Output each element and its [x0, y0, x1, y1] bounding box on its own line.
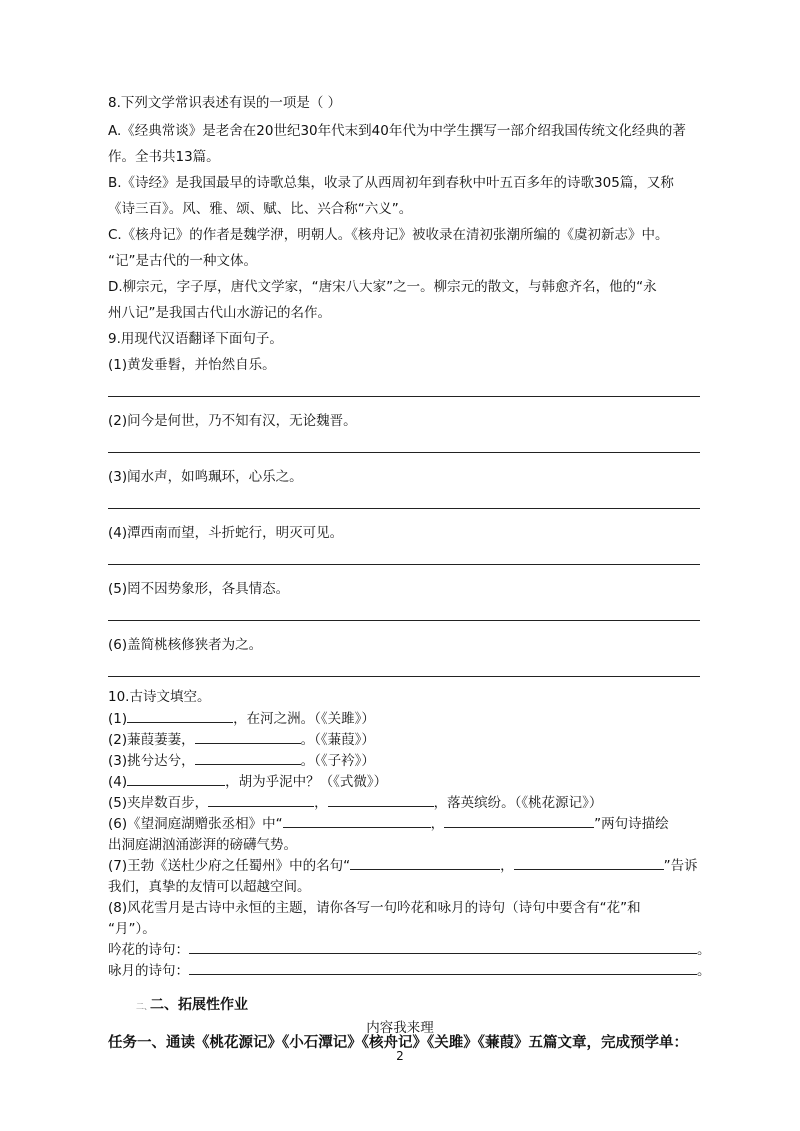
q10-item-5 — [108, 794, 602, 812]
q10-item-6-blank-1[interactable] — [283, 815, 431, 828]
q8-option-c-line2: “记”是古代的一种文体。 — [108, 253, 257, 269]
q10-item-3-post: 。（《子衿》） — [300, 753, 375, 769]
q10-item-5-post: ，落英缤纷。（《桃花源记》） — [433, 795, 603, 811]
q10-item-3-blank[interactable] — [195, 752, 301, 765]
flower-end-mark: 。 — [697, 942, 711, 958]
q9-answer-line-5[interactable] — [108, 620, 700, 621]
q10-item-4-post: ，胡为乎泥中？（《式微》） — [225, 774, 388, 790]
flower-poem-label: 吟花的诗句： — [108, 942, 189, 958]
q10-item-2-pre: (2)蒹葭萋萋， — [108, 732, 195, 748]
q8-option-d-line1: D.柳宗元，字子厚，唐代文学家，“唐宋八大家”之一。柳宗元的散文，与韩愈齐名，他的“永 — [108, 279, 657, 295]
q10-stem: 10.古诗文填空。 — [108, 689, 211, 705]
q9-item-6: (6)盖简桃核修狭者为之。 — [108, 637, 263, 653]
q10-item-6-mid: ， — [430, 816, 445, 832]
q10-item-1-blank[interactable] — [127, 710, 233, 723]
q9-answer-line-3[interactable] — [108, 508, 700, 509]
page-number: 2 — [396, 1049, 404, 1063]
q9-item-4: (4)潭西南而望，斗折蛇行，明灭可见。 — [108, 525, 344, 541]
moon-poem-label: 咏月的诗句： — [108, 963, 189, 979]
q9-item-2: (2)问今是何世，乃不知有汉，无论魏晋。 — [108, 413, 357, 429]
q8-option-a-line1: A.《经典常谈》是老舍在20世纪30年代末到40年代为中学生撰写一部介绍我国传统文化经典的著 — [108, 123, 686, 139]
section-title: 二、拓展性作业 — [150, 997, 248, 1013]
q10-moon-row — [108, 962, 711, 980]
q10-item-7-blank-2[interactable] — [514, 857, 664, 870]
section-marker: 二、 — [136, 1002, 152, 1011]
q8-option-d-line2: 州八记”是我国古代山水游记的名作。 — [108, 305, 331, 321]
q10-item-7-line2: 我们，真挚的友情可以超越空间。 — [108, 879, 311, 895]
q10-item-4-blank[interactable] — [127, 773, 225, 786]
q10-item-2-post: 。（《蒹葭》） — [300, 732, 375, 748]
q10-item-4-pre: (4) — [108, 774, 128, 790]
q9-stem: 9.用现代汉语翻译下面句子。 — [108, 331, 283, 347]
q9-item-3: (3)闻水声，如鸣珮环，心乐之。 — [108, 469, 303, 485]
q10-item-7 — [108, 857, 698, 875]
q10-item-8-line2: “月”）。 — [108, 921, 156, 937]
q9-item-5: (5)罔不因势象形，各具情态。 — [108, 581, 290, 597]
q10-item-5-blank-1[interactable] — [208, 794, 314, 807]
q10-item-1-pre: (1) — [108, 711, 128, 727]
q10-item-4 — [108, 773, 387, 791]
q9-answer-line-1[interactable] — [108, 396, 700, 397]
q10-item-2 — [108, 731, 375, 749]
q10-item-1 — [108, 710, 375, 728]
q10-item-1-post: ，在河之洲。（《关雎》） — [233, 711, 375, 727]
q9-answer-line-6[interactable] — [108, 676, 700, 677]
q10-item-2-blank[interactable] — [195, 731, 301, 744]
flower-poem-blank[interactable] — [189, 941, 697, 954]
q10-item-6-blank-2[interactable] — [444, 815, 594, 828]
moon-poem-blank[interactable] — [189, 962, 697, 975]
q9-item-1: (1)黄发垂髫，并怡然自乐。 — [108, 357, 276, 373]
q10-item-5-pre: (5)夹岸数百步， — [108, 795, 209, 811]
q8-option-b-line1: B.《诗经》是我国最早的诗歌总集，收录了从西周初年到春秋中叶五百多年的诗歌305篇，又称 — [108, 175, 674, 191]
q9-answer-line-2[interactable] — [108, 452, 700, 453]
q10-item-6 — [108, 815, 669, 833]
q10-item-5-blank-2[interactable] — [328, 794, 434, 807]
q10-item-5-mid: ， — [314, 795, 328, 811]
q10-item-6-pre: (6)《望洞庭湖赠张丞相》中“ — [108, 816, 283, 832]
q10-item-7-blank-1[interactable] — [350, 857, 500, 870]
q10-item-7-post: ”告诉 — [663, 858, 698, 874]
q8-stem: 8.下列文学常识表述有误的一项是（ ） — [108, 95, 342, 111]
q8-option-b-line2: 《诗三百》。风、雅、颂、赋、比、兴合称“六义”。 — [108, 201, 413, 217]
task-one: 任务一、通读《桃花源记》《小石潭记》《核舟记》《关雎》《蒹葭》五篇文章，完成预学单： — [108, 1035, 688, 1051]
q9-answer-line-4[interactable] — [108, 564, 700, 565]
q10-item-7-pre: (7)王勃《送杜少府之任蜀州》中的名句“ — [108, 858, 351, 874]
q10-item-6-post: ”两句诗描绘 — [594, 816, 669, 832]
q10-item-3-pre: (3)挑兮达兮， — [108, 753, 195, 769]
moon-end-mark: 。 — [697, 963, 711, 979]
q8-option-a-line2: 作。全书共13篇。 — [108, 149, 220, 165]
q10-item-7-mid: ， — [500, 858, 514, 874]
q10-item-3 — [108, 752, 375, 770]
section-subtitle: 内容我来理 — [366, 1020, 434, 1036]
q10-flower-row — [108, 941, 711, 959]
q10-item-8-line1: (8)风花雪月是古诗中永恒的主题，请你各写一句吟花和咏月的诗句（诗句中要含有“花”和 — [108, 900, 641, 916]
q8-option-c-line1: C.《核舟记》的作者是魏学洢，明朝人。《核舟记》被收录在清初张潮所编的《虞初新志》中。 — [108, 227, 669, 243]
q10-item-6-line2: 出洞庭湖汹涌澎湃的磅礴气势。 — [108, 837, 297, 853]
